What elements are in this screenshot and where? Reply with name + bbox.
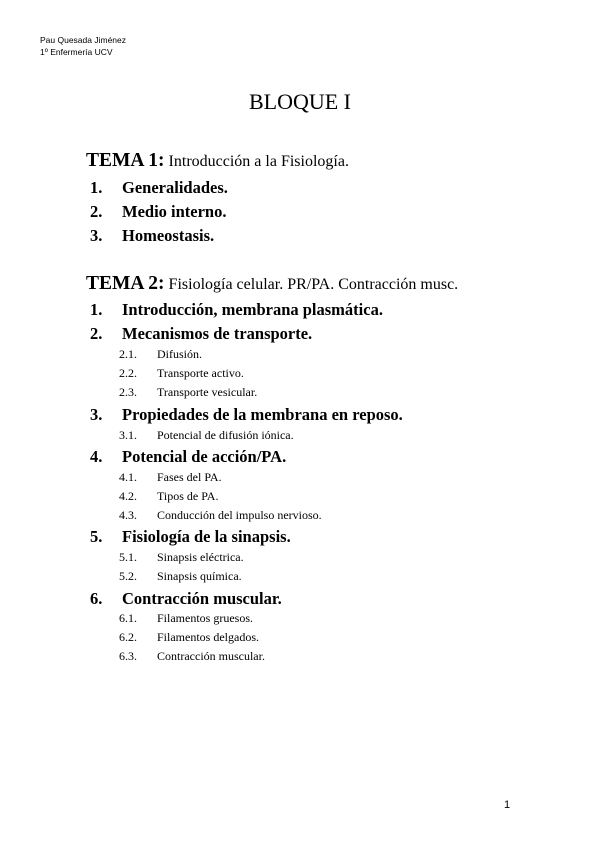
tema-2-label: TEMA 2: [86,273,165,294]
subitem-label: Sinapsis eléctrica. [157,550,244,564]
subitem [119,630,259,645]
subitem [119,550,244,565]
subitem [119,569,242,584]
tema-2-title: Fisiología celular. PR/PA. Contracción musc. [168,276,459,293]
item-number: 6. [90,589,103,608]
subitem-label: Transporte activo. [157,366,244,380]
subitem [119,489,218,504]
tema-2-heading [86,273,458,295]
subitem-label: Filamentos gruesos. [157,611,253,625]
subitem [119,649,265,664]
subitem-label: Sinapsis química. [157,569,242,583]
item-number: 1. [90,178,103,197]
tema-1-label: TEMA 1: [86,150,165,171]
subitem-number: 2.2. [119,366,137,380]
item-label: Generalidades. [122,178,228,197]
tema-2-item [90,405,403,425]
course-name: 1º Enfermería UCV [40,47,113,57]
subitem [119,428,294,443]
subitem-number: 6.2. [119,630,137,644]
item-number: 2. [90,202,103,221]
tema-1-item [90,226,214,246]
item-label: Medio interno. [122,202,227,221]
page-number: 1 [504,799,511,811]
subitem-number: 2.3. [119,385,137,399]
subitem-number: 2.1. [119,347,137,361]
item-label: Introducción, membrana plasmática. [122,300,383,319]
subitem [119,470,222,485]
block-title: BLOQUE I [248,89,352,114]
item-number: 4. [90,447,103,466]
item-label: Homeostasis. [122,226,215,245]
item-number: 3. [90,405,103,424]
subitem-label: Filamentos delgados. [157,630,259,644]
tema-1-heading [86,150,349,172]
subitem-label: Difusión. [157,347,202,361]
subitem-label: Conducción del impulso nervioso. [157,508,322,522]
subitem [119,611,253,626]
subitem [119,508,322,523]
item-label: Propiedades de la membrana en reposo. [122,405,403,424]
tema-2-item [90,324,312,344]
tema-2-item [90,447,286,467]
item-number: 2. [90,324,103,343]
tema-2-item [90,589,282,609]
subitem-number: 4.1. [119,470,137,484]
tema-1-title: Introducción a la Fisiología. [168,153,349,170]
tema-2-item [90,527,291,547]
tema-2-item [90,300,383,320]
item-number: 5. [90,527,103,546]
item-label: Contracción muscular. [122,589,282,608]
subitem-number: 3.1. [119,428,137,442]
subitem [119,366,244,381]
subitem-number: 6.3. [119,649,137,663]
subitem-label: Contracción muscular. [157,649,265,663]
item-label: Mecanismos de transporte. [122,324,313,343]
subitem-label: Fases del PA. [157,470,222,484]
item-label: Fisiología de la sinapsis. [122,527,291,546]
subitem-number: 4.3. [119,508,137,522]
subitem-label: Transporte vesicular. [157,385,258,399]
subitem [119,385,257,400]
item-number: 1. [90,300,103,319]
item-label: Potencial de acción/PA. [122,447,287,466]
subitem [119,347,202,362]
subitem-label: Potencial de difusión iónica. [157,428,294,442]
document-header [40,34,126,58]
subitem-number: 5.2. [119,569,137,583]
item-number: 3. [90,226,103,245]
tema-1-item [90,202,227,222]
subitem-number: 4.2. [119,489,137,503]
subitem-label: Tipos de PA. [157,489,219,503]
subitem-number: 6.1. [119,611,137,625]
tema-1-item [90,178,228,198]
subitem-number: 5.1. [119,550,137,564]
author-name: Pau Quesada Jiménez [40,35,126,45]
